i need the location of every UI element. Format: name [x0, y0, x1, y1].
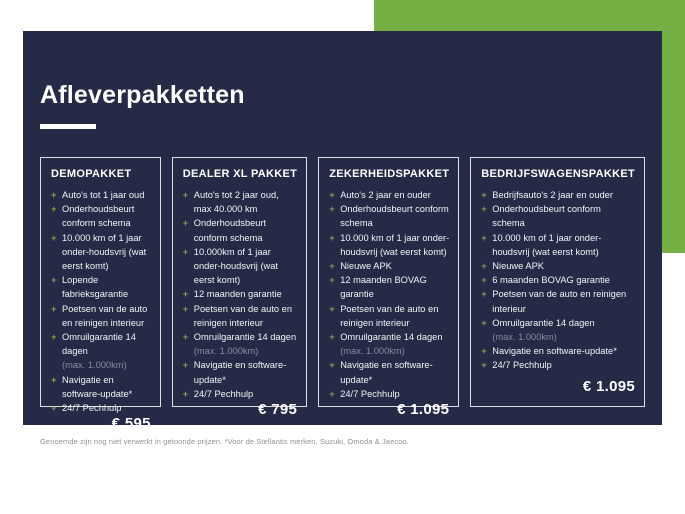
content-panel	[23, 31, 662, 433]
feature-text: 24/7 Pechhulp	[492, 360, 552, 371]
feature-body	[194, 330, 297, 358]
feature-item	[329, 302, 449, 330]
feature-body	[194, 302, 297, 330]
feature-text: Poetsen van de auto en reinigen interieur	[193, 303, 292, 328]
feature-item	[481, 259, 635, 273]
feature-item	[51, 188, 151, 202]
feature-item	[329, 387, 449, 401]
feature-item	[481, 316, 635, 344]
feature-item	[183, 330, 297, 358]
feature-body	[340, 387, 449, 401]
plus-icon: +	[481, 204, 487, 215]
plus-icon: +	[51, 403, 57, 414]
feature-item	[183, 358, 297, 386]
feature-text: Navigatie en software-update*	[62, 374, 133, 399]
plus-icon: +	[51, 275, 57, 286]
feature-text: Poetsen van de auto en reinigen interieur	[340, 303, 439, 328]
plus-icon: +	[329, 332, 335, 343]
feature-body	[340, 358, 449, 386]
feature-item	[329, 358, 449, 386]
package-card	[40, 157, 161, 433]
feature-body	[492, 316, 635, 344]
title-underline	[40, 124, 96, 129]
feature-body	[340, 302, 449, 330]
feature-list	[481, 188, 635, 373]
feature-text: Omruilgarantie 14 dagen	[340, 332, 443, 343]
feature-item	[51, 373, 151, 401]
plus-icon: +	[329, 261, 335, 272]
feature-text: Nieuwe APK	[340, 261, 392, 272]
package-row	[40, 157, 645, 433]
plus-icon: +	[182, 360, 189, 371]
feature-body	[194, 245, 297, 288]
page-title: Afleverpakketten	[40, 81, 245, 109]
feature-text: 24/7 Pechhulp	[193, 388, 254, 399]
feature-item	[481, 273, 635, 287]
package-title: BEDRIJFSWAGENSPAKKET	[481, 168, 635, 180]
feature-body	[492, 358, 635, 372]
feature-item	[481, 188, 635, 202]
plus-icon: +	[481, 360, 487, 371]
feature-text: 12 maanden BOVAG garantie	[340, 275, 427, 300]
feature-item	[51, 231, 151, 274]
feature-item	[51, 202, 151, 230]
feature-note: (max. 1.000km)	[492, 332, 557, 343]
feature-text: 24/7 Pechhulp	[62, 403, 122, 414]
feature-text: Omruilgarantie 14 dagen	[193, 332, 297, 343]
feature-body	[62, 302, 151, 330]
feature-body	[492, 231, 635, 259]
plus-icon: +	[481, 275, 487, 286]
feature-text: 10.000km of 1 jaar onder-houdsvrij (wat eerst komt)	[193, 246, 279, 286]
feature-text: 10.000 km of 1 jaar onder-houdsvrij (wat eerst komt)	[62, 232, 147, 272]
feature-list	[183, 188, 297, 401]
feature-item	[329, 188, 449, 202]
feature-body	[62, 373, 151, 401]
plus-icon: +	[182, 218, 189, 229]
package-title: ZEKERHEIDSPAKKET	[329, 168, 450, 180]
feature-item	[481, 202, 635, 230]
feature-body	[340, 273, 449, 301]
package-price: € 1.095	[582, 378, 635, 395]
feature-body	[340, 330, 449, 358]
feature-text: Navigatie en software-update*	[492, 346, 617, 357]
package-title: DEALER XL PAKKET	[182, 168, 298, 180]
feature-text: Navigatie en software-update*	[340, 360, 433, 385]
feature-text: 10.000 km of 1 jaar onder-houdsvrij (wat eerst komt)	[492, 232, 602, 257]
plus-icon: +	[329, 360, 335, 371]
plus-icon: +	[329, 275, 335, 286]
feature-body	[492, 259, 635, 273]
feature-body	[62, 330, 151, 373]
feature-body	[492, 202, 635, 230]
feature-body	[340, 188, 449, 202]
feature-body	[492, 273, 635, 287]
package-title: DEMOPAKKET	[51, 168, 132, 180]
feature-body	[194, 358, 297, 386]
feature-item	[329, 259, 449, 273]
package-price: € 595	[111, 415, 151, 433]
feature-item	[51, 330, 151, 373]
plus-icon: +	[329, 388, 335, 399]
feature-body	[194, 287, 297, 301]
feature-body	[194, 216, 297, 244]
feature-item	[329, 273, 449, 301]
feature-body	[340, 202, 449, 230]
feature-item	[183, 302, 297, 330]
feature-text: Auto's 2 jaar en ouder	[340, 190, 431, 200]
feature-text: Poetsen van de auto en reinigen interieur	[492, 289, 627, 314]
package-card	[318, 157, 459, 419]
feature-body	[340, 231, 449, 259]
plus-icon: +	[481, 289, 487, 300]
feature-text: Auto's tot 1 jaar oud	[62, 190, 145, 200]
feature-text: Omruilgarantie 14 dagen	[492, 317, 595, 328]
feature-text: Onderhoudsbeurt conform schema	[340, 204, 449, 229]
feature-item	[329, 231, 449, 259]
plus-icon: +	[182, 303, 189, 314]
plus-icon: +	[182, 388, 189, 399]
plus-icon: +	[481, 261, 487, 272]
feature-text: Navigatie en software-update*	[193, 360, 287, 385]
feature-item	[329, 202, 449, 230]
plus-icon: +	[329, 232, 335, 243]
feature-text: 6 maanden BOVAG garantie	[492, 275, 610, 286]
feature-note: (max. 1.000km)	[340, 346, 405, 357]
feature-text: Bedrijfsauto's 2 jaar en ouder	[492, 190, 613, 200]
feature-text: Onderhoudsbeurt conform schema	[62, 204, 135, 229]
feature-body	[194, 387, 297, 401]
plus-icon: +	[182, 289, 189, 300]
feature-body	[492, 188, 635, 202]
plus-icon: +	[329, 190, 335, 200]
feature-text: 24/7 Pechhulp	[340, 388, 400, 399]
feature-text: Auto's tot 2 jaar oud, max 40.000 km	[193, 190, 279, 215]
plus-icon: +	[51, 303, 57, 314]
plus-icon: +	[51, 204, 57, 215]
feature-item	[183, 387, 297, 401]
feature-body	[62, 401, 151, 415]
feature-item	[481, 231, 635, 259]
feature-item	[329, 330, 449, 358]
feature-item	[183, 188, 297, 216]
feature-text: 12 maanden garantie	[193, 289, 282, 300]
feature-body	[62, 202, 151, 230]
feature-item	[51, 401, 151, 415]
feature-list	[51, 188, 151, 415]
feature-text: Lopende fabrieksgarantie	[62, 275, 129, 300]
package-price: € 795	[258, 401, 298, 419]
feature-item	[481, 344, 635, 358]
feature-note: (max. 1.000km)	[193, 346, 259, 357]
feature-text: Nieuwe APK	[492, 261, 544, 272]
plus-icon: +	[481, 190, 487, 200]
plus-icon: +	[329, 204, 335, 215]
feature-item	[51, 273, 151, 301]
package-price: € 1.095	[397, 401, 450, 419]
feature-body	[62, 188, 151, 202]
plus-icon: +	[51, 232, 57, 243]
feature-text: 10.000 km of 1 jaar onder-houdsvrij (wat eerst komt)	[340, 232, 450, 257]
plus-icon: +	[182, 246, 189, 257]
feature-text: Omruilgarantie 14 dagen	[62, 332, 136, 357]
feature-item	[183, 245, 297, 288]
plus-icon: +	[329, 303, 335, 314]
feature-body	[340, 259, 449, 273]
plus-icon: +	[182, 332, 189, 343]
feature-item	[51, 302, 151, 330]
plus-icon: +	[481, 346, 487, 357]
feature-text: Onderhoudsbeurt conform schema	[492, 204, 601, 229]
feature-note: (max. 1.000km)	[62, 360, 127, 371]
feature-list	[329, 188, 449, 401]
feature-text: Onderhoudsbeurt conform schema	[193, 218, 267, 243]
package-card	[172, 157, 307, 419]
feature-item	[481, 287, 635, 315]
feature-text: Poetsen van de auto en reinigen interieur	[62, 303, 148, 328]
feature-body	[492, 344, 635, 358]
plus-icon: +	[182, 190, 189, 200]
feature-item	[183, 216, 297, 244]
plus-icon: +	[51, 190, 57, 200]
feature-body	[194, 188, 297, 216]
footnote: Genoemde zijn nog niet verwerkt in getoonde prijzen. *Voor de Stellantis merken, Suzuki, Omoda & Jaecoo.	[40, 437, 409, 446]
feature-item	[183, 287, 297, 301]
feature-body	[62, 231, 151, 274]
feature-body	[492, 287, 635, 315]
plus-icon: +	[481, 232, 487, 243]
feature-item	[481, 358, 635, 372]
feature-body	[62, 273, 151, 301]
plus-icon: +	[51, 374, 57, 385]
plus-icon: +	[481, 317, 487, 328]
package-card	[470, 157, 645, 407]
plus-icon: +	[51, 332, 57, 343]
